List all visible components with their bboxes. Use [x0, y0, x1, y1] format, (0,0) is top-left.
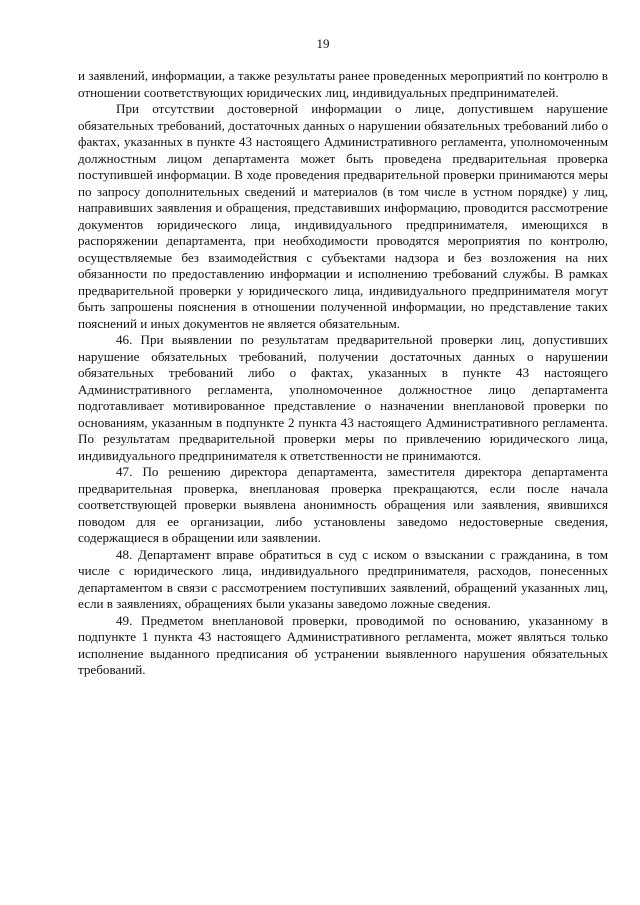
paragraph-49: 49. Предметом внеплановой проверки, проводимой по основанию, указанному в подпункте 1 пункта 43 настоящего Административного регламента, может являться только исполнение выданного предписания об устранении выявленного нарушения обязательных требований.	[78, 612, 608, 677]
page-number: 19	[316, 36, 330, 51]
paragraph-46: 46. При выявлении по результатам предварительной проверки лиц, допустивших нарушение обязательных требований, получении достаточных данных о нарушении обязательных требований либо о фактах, указанных в пункте 43 настоящего Административного регламента, уполномоченное должностное лицо департамента подготавливает мотивированное представление о назначении внеплановой проверки по основаниям, указанным в подпункте 2 пункта 43 настоящего Административного регламента. По результатам предварительной проверки меры по привлечению юридического лица, индивидуального предпринимателя к ответственности не принимаются.	[78, 332, 608, 463]
paragraph-continuation: и заявлений, информации, а также результаты ранее проведенных мероприятий по контролю в отношении соответствующих юридических лиц, индивидуальных предпринимателей.	[78, 68, 608, 100]
paragraph-47: 47. По решению директора департамента, заместителя директора департамента предварительная проверка, внеплановая проверка прекращаются, если после начала соответствующей проверки выявлена анонимность обращения или заявления, явившихся поводом для ее организации, либо установлены заведомо недостоверные сведения, содержащиеся в обращении или заявлении.	[78, 464, 608, 545]
paragraph-48: 48. Департамент вправе обратиться в суд с иском о взыскании с гражданина, в том числе с юридического лица, индивидуального предпринимателя, расходов, понесенных департаментом в связи с рассмотрением поступивших заявлений, обращений указанных лиц, если в заявлениях, обращениях были указаны заведомо ложные сведения.	[78, 546, 608, 611]
paragraph-preliminary-check: При отсутствии достоверной информации о лице, допустившем нарушение обязательных требований, достаточных данных о нарушении обязательных требований либо о фактах, указанных в пункте 43 настоящего Административного регламента, уполномоченным должностным лицом департамента может быть проведена предварительная проверка поступившей информации. В ходе проведения предварительной проверки принимаются меры по запросу дополнительных сведений и материалов (в том числе в устном порядке) у лиц, направивших заявления и обращения, представивших информацию, проводится рассмотрение документов юридического лица, индивидуального предпринимателя, имеющихся в распоряжении департамента, при необходимости проводятся мероприятия по контролю, осуществляемые без взаимодействия с субъектами надзора и без возложения на них обязанности по предоставлению информации и исполнению требований службы. В рамках предварительной проверки у юридического лица, индивидуального предпринимателя могут быть запрошены пояснения в отношении полученной информации, но представление таких пояснений и иных документов не является обязательным.	[78, 101, 608, 331]
